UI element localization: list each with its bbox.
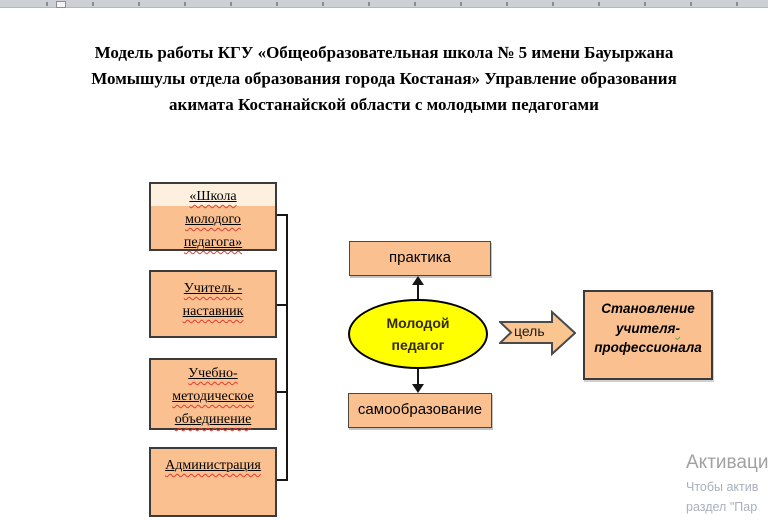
young-teacher-ellipse[interactable] bbox=[348, 299, 488, 369]
windows-activation-watermark bbox=[686, 452, 768, 520]
document-title bbox=[0, 40, 768, 118]
ellipse-line-1: Молодой bbox=[386, 315, 450, 331]
goal-arrow-label: цель bbox=[514, 323, 545, 339]
box-self-education-label: самообразование bbox=[357, 401, 483, 418]
result-line-3: профессионала bbox=[594, 340, 702, 355]
box-text-line: Учебно- bbox=[188, 366, 238, 381]
result-line-1: Становление bbox=[601, 301, 695, 316]
result-box[interactable] bbox=[583, 290, 713, 380]
result-line-2: учителя- bbox=[616, 320, 680, 336]
title-line-3: акимата Костанайской области с молодыми педагогами bbox=[169, 95, 599, 114]
connector-stub bbox=[277, 479, 288, 481]
box-mentor-teacher[interactable] bbox=[149, 270, 277, 338]
watermark-line-2: Чтобы актив bbox=[686, 480, 759, 494]
box-young-teacher-school[interactable] bbox=[149, 182, 277, 251]
ellipse-line-2: педагог bbox=[391, 337, 445, 353]
tab-selector-icon[interactable] bbox=[56, 1, 66, 8]
box-text-line: педагога» bbox=[183, 235, 243, 250]
horizontal-ruler bbox=[0, 0, 768, 8]
arrow-down-head-icon bbox=[412, 384, 424, 393]
watermark-line-1: Активаци bbox=[686, 452, 768, 473]
box-text-line: «Школа bbox=[189, 189, 237, 204]
arrow-down-shaft bbox=[417, 369, 419, 385]
arrow-up-head-icon bbox=[412, 276, 424, 285]
goal-arrow[interactable] bbox=[499, 310, 576, 356]
connector-stub bbox=[277, 304, 288, 306]
box-practice[interactable] bbox=[349, 241, 491, 276]
box-text-line: Администрация bbox=[165, 458, 261, 473]
watermark-line-3: раздел "Пар bbox=[686, 500, 758, 514]
box-administration[interactable] bbox=[149, 447, 277, 517]
title-line-1: Модель работы КГУ «Общеобразовательная школа № 5 имени Бауыржана bbox=[94, 43, 674, 62]
box-text-line: объединение bbox=[174, 412, 252, 427]
connector-stub bbox=[277, 214, 288, 216]
box-methodical-association[interactable] bbox=[149, 358, 277, 430]
ruler-ticks bbox=[0, 2, 768, 6]
box-self-education[interactable] bbox=[348, 393, 492, 428]
box-text-line: методическое bbox=[172, 389, 254, 404]
box-text-line: Учитель - bbox=[183, 281, 243, 296]
arrow-up-shaft bbox=[417, 284, 419, 300]
box-practice-label: практика bbox=[388, 249, 452, 266]
connector-vertical-line bbox=[286, 214, 288, 481]
connector-stub bbox=[277, 391, 288, 393]
box-text-line: наставник bbox=[182, 304, 244, 319]
box-text-line: молодого bbox=[185, 212, 241, 227]
title-line-2: Момышулы отдела образования города Костаная» Управление образования bbox=[91, 69, 677, 88]
